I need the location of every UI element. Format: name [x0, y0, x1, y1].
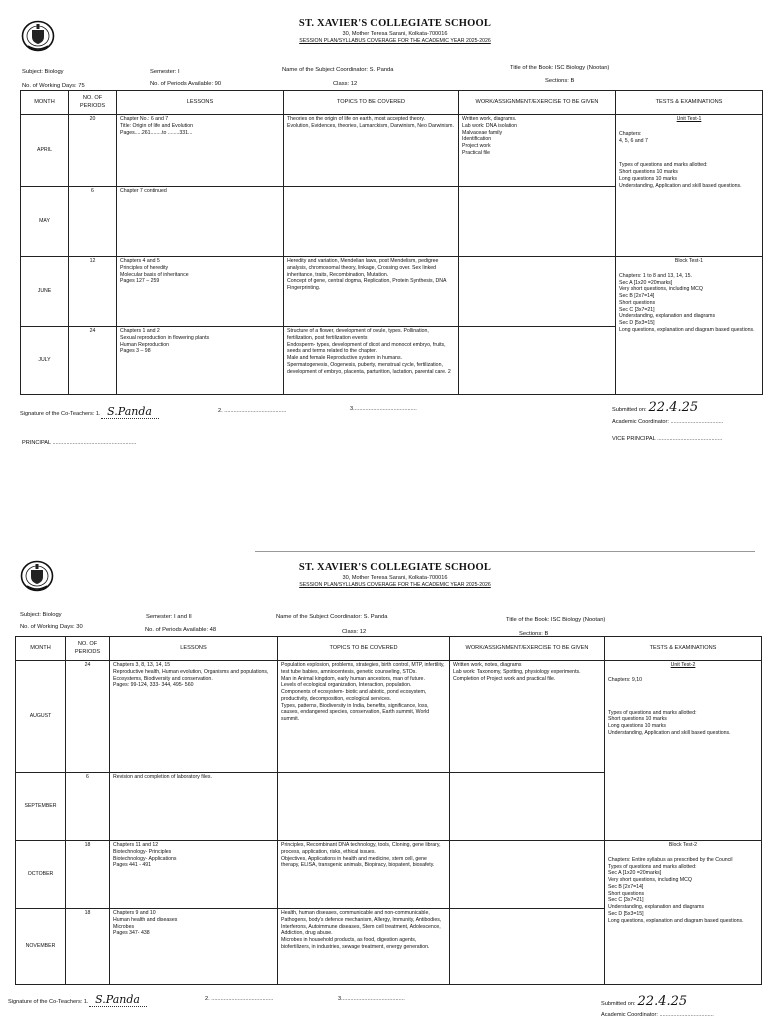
col-periods: NO. OF PERIODS: [69, 91, 117, 115]
month-cell: AUGUST: [16, 661, 66, 773]
col-tests: TESTS & EXAMINATIONS: [616, 91, 763, 115]
principal: PRINCIPAL ......................................................: [22, 440, 137, 446]
book-title-label: Title of the Book: ISC Biology (Nootan): [510, 65, 610, 71]
test-title: Unit Test-2: [670, 662, 696, 668]
periods-cell: 18: [66, 841, 110, 909]
lessons-cell: Chapters 1 and 2 Sexual reproduction in flowering plants Human Reproduction Pages 3 – 98: [117, 327, 284, 395]
work-cell: [459, 187, 616, 257]
lessons-cell: Chapters 9 and 10 Human health and diseases Microbes Pages 347- 438: [110, 909, 278, 985]
month-cell: APRIL: [21, 115, 69, 187]
col-work: WORK/ASSIGNMENT/EXERCISE TO BE GIVEN: [459, 91, 616, 115]
tests-cell: Unit Test-1 Chapters: 4, 5, 6 and 7 Types of questions and marks allotted: Short questions 10 marks Long questions 10 marks Understanding, Application and skill based questions.: [616, 115, 763, 257]
periods-cell: 20: [69, 115, 117, 187]
submitted-date-handwritten: 22.4.25: [637, 994, 688, 1009]
lessons-cell: Chapters 4 and 5 Principles of heredity Molecular basis of inheritance Pages 127 – 259: [117, 257, 284, 327]
lessons-cell: Chapters 3, 8, 13, 14, 15 Reproductive health, Human evolution, Organisms and populations, Ecosystems, Biodiversity and conservation. Pages: 99-124, 333- 344, 495- 560: [110, 661, 278, 773]
periods-cell: 6: [66, 773, 110, 841]
col-month: MONTH: [21, 91, 69, 115]
table-row: [21, 115, 763, 187]
signature-2: 2. ........................................: [218, 408, 287, 414]
subject-label: Subject: Biology: [20, 612, 62, 618]
periods-available-label: No. of Periods Available: 90: [150, 81, 222, 87]
school-crest-icon: [21, 20, 55, 52]
co-teacher-signature-line: Signature of the Co-Teachers: 1. S.Panda: [20, 405, 159, 419]
sections-label: Sections: B: [545, 78, 575, 84]
class-label: Class: 12: [333, 81, 358, 87]
semester-label: Semester: I and II: [146, 614, 192, 620]
test-title: Block Test-2: [668, 842, 698, 848]
class-label: Class: 12: [342, 629, 367, 635]
signature-handwritten: S.Panda: [107, 405, 152, 418]
col-lessons: LESSONS: [117, 91, 284, 115]
test-title: Unit Test-1: [676, 116, 702, 122]
document-header: [230, 18, 560, 44]
periods-cell: 6: [69, 187, 117, 257]
month-cell: MAY: [21, 187, 69, 257]
periods-cell: 24: [66, 661, 110, 773]
session-plan-sheet-1: [0, 0, 768, 470]
table-row: [21, 257, 763, 327]
test-title: Block Test-1: [674, 258, 704, 264]
signature-handwritten: S.Panda: [95, 993, 140, 1006]
topics-cell: Structure of a flower, development of ovule, types. Pollination, fertilization, post fertilization events Endosperm- types, development of dicot and monocot embryo, fruits, seeds and terms related to the chapter. Male and female Reproductive system in humans. Spermatogenesis, Oogenesis, puberty, menstrual cycle, fertilization, development of embryo, placenta, parturition, lactation, parental care. 2: [284, 327, 459, 395]
coordinator-label: Name of the Subject Coordinator: S. Panda: [282, 67, 394, 73]
month-cell: OCTOBER: [16, 841, 66, 909]
month-cell: JULY: [21, 327, 69, 395]
topics-cell: [278, 773, 450, 841]
work-cell: Written work, notes, diagrams Lab work: Taxonomy, Spotting, physiology experiments. Completion of Project work and practical file.: [450, 661, 605, 773]
school-name: ST. XAVIER'S COLLEGIATE SCHOOL: [298, 562, 492, 573]
plan-title: SESSION PLAN/SYLLABUS COVERAGE FOR THE ACADEMIC YEAR 2025-2026: [299, 582, 491, 588]
month-cell: SEPTEMBER: [16, 773, 66, 841]
work-cell: [450, 909, 605, 985]
topics-cell: Principles, Recombinant DNA technology, tools, Cloning, gene library, process, application, risks, ethical issues. Objectives, Applications in health and medicine, stem cell, gene therapy, ELISA, transgenic animals, Biopiracy, biopatent, biosafety.: [278, 841, 450, 909]
lessons-cell: Chapter No.: 6 and 7 Title: Origin of life and Evolution Pages.....261........to ........331...: [117, 115, 284, 187]
work-cell: [459, 257, 616, 327]
lessons-cell: Chapter 7 continued: [117, 187, 284, 257]
col-tests: TESTS & EXAMINATIONS: [605, 637, 762, 661]
month-cell: NOVEMBER: [16, 909, 66, 985]
submitted-on: Submitted on: 22.4.25: [612, 400, 699, 415]
signature-3: 3.........................................: [338, 996, 405, 1002]
submitted-date-handwritten: 22.4.25: [648, 400, 699, 415]
lessons-cell: Revision and completion of laboratory files.: [110, 773, 278, 841]
semester-label: Semester: I: [150, 69, 180, 75]
col-lessons: LESSONS: [110, 637, 278, 661]
tests-cell: Unit Test-2 Chapters: 9,10 Types of questions and marks allotted: Short questions 10 marks Long questions 10 marks Understanding, Application and skill based questions.: [605, 661, 762, 841]
month-cell: JUNE: [21, 257, 69, 327]
plan-title: SESSION PLAN/SYLLABUS COVERAGE FOR THE ACADEMIC YEAR 2025-2026: [299, 38, 491, 44]
col-month: MONTH: [16, 637, 66, 661]
coordinator-label: Name of the Subject Coordinator: S. Panda: [276, 614, 388, 620]
tests-cell: Block Test-2 Chapters: Entire syllabus as prescribed by the Council Types of questions and marks allotted: Sec A [1x20 =20marks] Very short questions, including MCQ Sec B [2x7=14] Short questions Sec C [3x7=21] Understanding, explanation and diagrams Sec D [5x3=15] Long questions, explanation and diagram based questions.: [605, 841, 762, 985]
co-teacher-signature-line: Signature of the Co-Teachers: 1. S.Panda: [8, 993, 147, 1007]
work-cell: Written work, diagrams. Lab work: DNA isolation Malvaceae family Identification Project work Practical file: [459, 115, 616, 187]
work-cell: [459, 327, 616, 395]
table-row: [16, 661, 762, 773]
school-name: ST. XAVIER'S COLLEGIATE SCHOOL: [298, 18, 492, 29]
signature-3: 3.........................................: [350, 406, 417, 412]
working-days-label: No. of Working Days: 75: [22, 83, 85, 89]
col-topics: TOPICS TO BE COVERED: [284, 91, 459, 115]
topics-cell: Heredity and variation, Mendelian laws, post Mendelism, pedigree analysis, chromosomal theory, linkage, Crossing over. Sex linked inheritance, traits, Recombination, Mutation. Concept of gene, central dogma, Replication, Protein Synthesis, DNA Fingerprinting.: [284, 257, 459, 327]
submitted-on: Submitted on: 22.4.25: [601, 994, 688, 1009]
school-crest-icon: [20, 560, 54, 592]
signature-2: 2. ........................................: [205, 996, 274, 1002]
sections-label: Sections: B: [519, 631, 549, 637]
tests-cell: Block Test-1 Chapters: 1 to 8 and 13, 14, 15. Sec A [1x20 =20marks] Very short questions, including MCQ Sec B [2x7=14] Short questions Sec C [3x7=21] Understanding, explanation and diagrams Sec D [5x3=15] Long questions, explanation and diagram based questions.: [616, 257, 763, 395]
topics-cell: Theories on the origin of life on earth, most accepted theory. Evolution, Evidences, theories, Lamarckism, Darwinism, Neo Darwinism.: [284, 115, 459, 187]
syllabus-table: [15, 636, 762, 985]
periods-available-label: No. of Periods Available: 48: [145, 627, 217, 633]
periods-cell: 12: [69, 257, 117, 327]
col-periods: NO. OF PERIODS: [66, 637, 110, 661]
book-title-label: Title of the Book: ISC Biology (Nootan): [506, 617, 606, 623]
col-topics: TOPICS TO BE COVERED: [278, 637, 450, 661]
topics-cell: Health, human diseases, communicable and non-communicable, Pathogens, body's defence mechanism, Allergy, Immunity, Antibodies, Interferons, Autoimmune diseases, Stem cell treatment, Adolescence, Addiction, drug abuse. Microbes in household products, as food, digestion agents, biofertilizers, in industries, sewage treatment, energy generation.: [278, 909, 450, 985]
topics-cell: [284, 187, 459, 257]
topics-cell: Population explosion, problems, strategies, birth control, MTP, infertility, test tube babies, amniocentesis, genetic counseling, STDs. Man in Animal kingdom, early human ancestors, man of future. Levels of ecological organization, Interaction, population. Components of ecosystem- biotic and abiotic, pond ecosystem, productivity, decomposition, ecological services. Types, patterns, Biodiversity in India, benefits, significance, loss, causes, endangered species, conservation, Earth summit, World summit.: [278, 661, 450, 773]
document-header: [230, 562, 560, 588]
vice-principal: VICE PRINCIPAL ..........................................: [612, 436, 723, 442]
syllabus-table: [20, 90, 763, 395]
school-address: 30, Mother Teresa Sarani, Kolkata-700016: [342, 575, 448, 581]
work-cell: [450, 773, 605, 841]
academic-coordinator: Academic Coordinator: ...................................: [601, 1012, 714, 1018]
school-address: 30, Mother Teresa Sarani, Kolkata-700016: [342, 31, 448, 37]
session-plan-sheet-2: [0, 545, 768, 1024]
col-work: WORK/ASSIGNMENT/EXERCISE TO BE GIVEN: [450, 637, 605, 661]
table-row: [16, 841, 762, 909]
working-days-label: No. of Working Days: 30: [20, 624, 83, 630]
subject-label: Subject: Biology: [22, 69, 64, 75]
periods-cell: 18: [66, 909, 110, 985]
work-cell: [450, 841, 605, 909]
lessons-cell: Chapters 11 and 12 Biotechnology- Principles Biotechnology- Applications Pages 441 - 491: [110, 841, 278, 909]
academic-coordinator: Academic Coordinator: ..................................: [612, 419, 724, 425]
periods-cell: 24: [69, 327, 117, 395]
